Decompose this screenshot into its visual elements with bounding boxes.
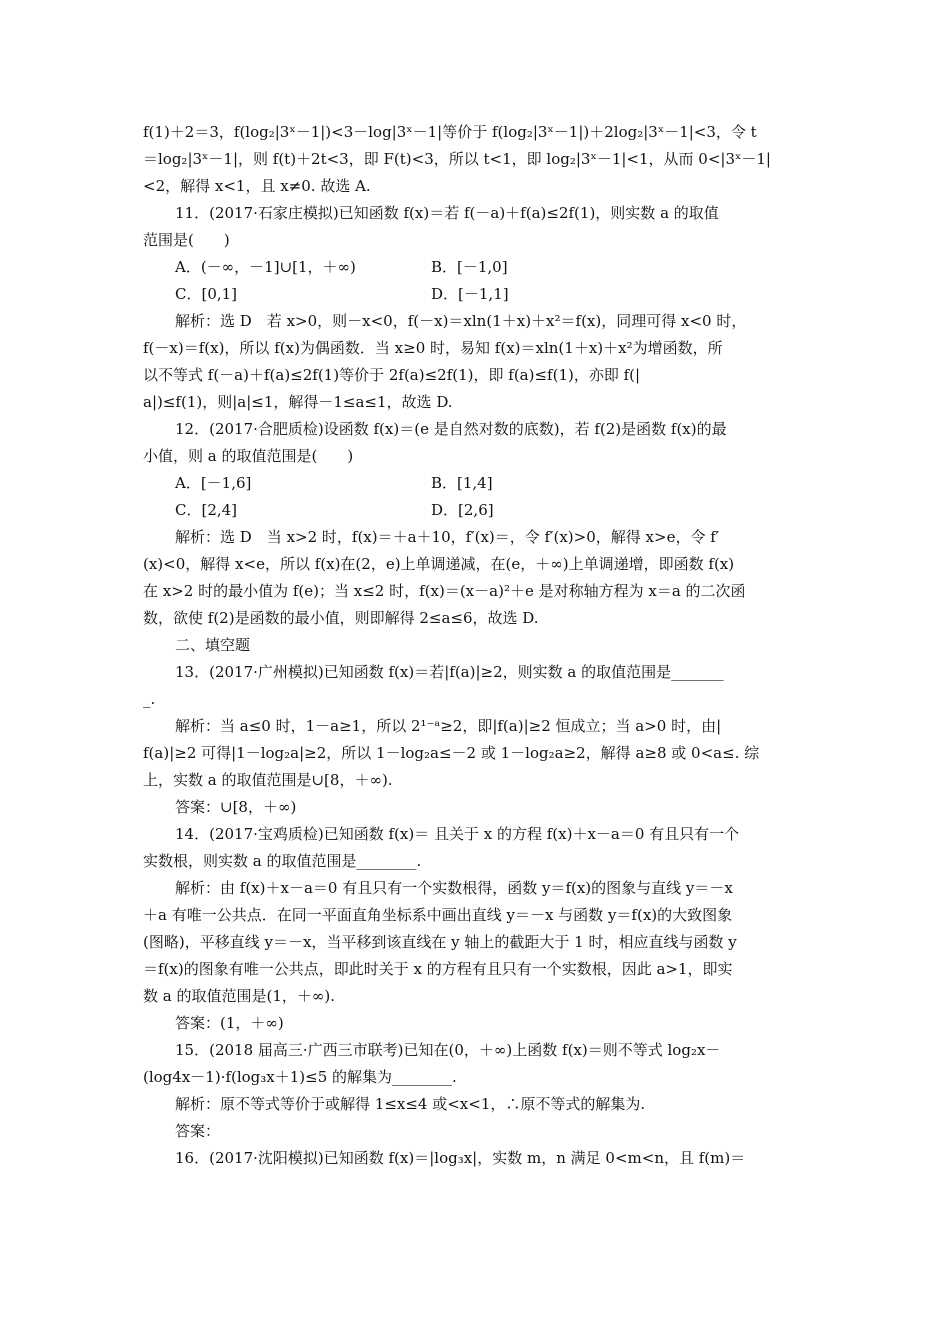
question-11 xyxy=(143,200,809,416)
question-stem: 15．(2018 届高三·广西三市联考)已知在(0，＋∞)上函数 f(x)＝则不等式 log₂x－ xyxy=(175,1041,721,1059)
document-content xyxy=(143,119,809,1172)
section-heading: 二、填空题 xyxy=(175,636,251,654)
solution-line: 数 a 的取值范围是(1，＋∞). xyxy=(143,987,335,1005)
options-row xyxy=(143,281,809,308)
option-c: C．[2,4] xyxy=(175,501,238,519)
solution-line: 解析：选 D 若 x>0，则－x<0，f(－x)＝xln(1＋x)＋x²＝f(x)，同理可得 x<0 时， xyxy=(175,312,747,330)
option-a: A．[－1,6] xyxy=(175,474,252,492)
question-stem: 实数根，则实数 a 的取值范围是________. xyxy=(143,852,422,870)
solution-line: ＝f(x)的图象有唯一公共点，即此时关于 x 的方程有且只有一个实数根，因此 a>1，即实 xyxy=(143,960,733,978)
solution-line: 上，实数 a 的取值范围是∪[8，＋∞). xyxy=(143,771,393,789)
text-line: <2，解得 x<1，且 x≠0. 故选 A. xyxy=(143,177,371,195)
question-stem: 范围是( ) xyxy=(143,231,230,249)
solution-line: 在 x>2 时的最小值为 f(e)；当 x≤2 时，f(x)＝(x－a)²＋e 是对称轴方程为 x＝a 的二次函 xyxy=(143,582,746,600)
solution-line: a|)≤f(1)，则|a|≤1，解得－1≤a≤1，故选 D. xyxy=(143,393,453,411)
text-line: f(1)＋2＝3，f(log₂|3ˣ－1|)<3－log|3ˣ－1|等价于 f(log₂|3ˣ－1|)＋2log₂|3ˣ－1|<3，令 t xyxy=(143,123,757,141)
question-stem: _. xyxy=(143,690,156,708)
option-c: C．[0,1] xyxy=(175,285,238,303)
solution-line: 解析：由 f(x)＋x－a＝0 有且只有一个实数根得，函数 y＝f(x)的图象与直线 y＝－x xyxy=(175,879,733,897)
question-stem: 小值，则 a 的取值范围是( ) xyxy=(143,447,354,465)
solution-line: 解析：选 D 当 x>2 时，f(x)＝＋a＋10，f′(x)＝，令 f′(x)>0，解得 x>e，令 f′ xyxy=(175,528,720,546)
question-stem: 13．(2017·广州模拟)已知函数 f(x)＝若|f(a)|≥2，则实数 a 的取值范围是_______ xyxy=(175,663,724,681)
solution-line: f(－x)＝f(x)，所以 f(x)为偶函数．当 x≥0 时，易知 f(x)＝xln(1＋x)＋x²为增函数，所 xyxy=(143,339,723,357)
option-d: D．[2,6] xyxy=(431,501,494,519)
solution-line: (x)<0，解得 x<e，所以 f(x)在(2，e)上单调递减，在(e，＋∞)上单调递增，即函数 f(x) xyxy=(143,555,735,573)
question-stem: 14．(2017·宝鸡质检)已知函数 f(x)＝ 且关于 x 的方程 f(x)＋x－a＝0 有且只有一个 xyxy=(175,825,740,843)
solution-line: 数，欲使 f(2)是函数的最小值，则即解得 2≤a≤6，故选 D. xyxy=(143,609,539,627)
question-stem: 11．(2017·石家庄模拟)已知函数 f(x)＝若 f(－a)＋f(a)≤2f(1)，则实数 a 的取值 xyxy=(175,204,719,222)
answer-line: 答案： xyxy=(175,1122,221,1140)
option-b: B．[1,4] xyxy=(431,474,493,492)
option-a: A．(－∞，－1]∪[1，＋∞) xyxy=(175,258,356,276)
question-stem: 12．(2017·合肥质检)设函数 f(x)＝(e 是自然对数的底数)，若 f(2)是函数 f(x)的最 xyxy=(175,420,727,438)
solution-line: 解析：当 a≤0 时，1－a≥1，所以 2¹⁻ᵃ≥2，即|f(a)|≥2 恒成立；当 a>0 时，由| xyxy=(175,717,722,735)
question-13 xyxy=(143,659,809,821)
option-b: B．[－1,0] xyxy=(431,258,508,276)
problem-10-solution-tail xyxy=(143,119,809,200)
options-row xyxy=(143,254,809,281)
question-stem: (log4x－1)·f(log₃x＋1)≤5 的解集为________. xyxy=(143,1068,457,1086)
solution-line: 解析：原不等式等价于或解得 1≤x≤4 或<x<1，∴原不等式的解集为. xyxy=(175,1095,646,1113)
question-16 xyxy=(143,1145,809,1172)
question-stem: 16．(2017·沈阳模拟)已知函数 f(x)＝|log₃x|，实数 m，n 满足 0<m<n，且 f(m)＝ xyxy=(175,1149,746,1167)
option-d: D．[－1,1] xyxy=(431,285,509,303)
options-row xyxy=(143,497,809,524)
solution-line: (图略)，平移直线 y＝－x，当平移到该直线在 y 轴上的截距大于 1 时，相应直线与函数 y xyxy=(143,933,737,951)
answer-line: 答案：∪[8，＋∞) xyxy=(175,798,297,816)
answer-line: 答案：(1，＋∞) xyxy=(175,1014,284,1032)
question-14 xyxy=(143,821,809,1037)
solution-line: ＋a 有唯一公共点．在同一平面直角坐标系中画出直线 y＝－x 与函数 y＝f(x)的大致图象 xyxy=(143,906,733,924)
question-12 xyxy=(143,416,809,632)
solution-line: f(a)|≥2 可得|1－log₂a|≥2，所以 1－log₂a≤－2 或 1－log₂a≥2，解得 a≥8 或 0<a≤. 综 xyxy=(143,744,760,762)
question-15 xyxy=(143,1037,809,1145)
options-row xyxy=(143,470,809,497)
solution-line: 以不等式 f(－a)＋f(a)≤2f(1)等价于 2f(a)≤2f(1)，即 f(a)≤f(1)，亦即 f(| xyxy=(143,366,641,384)
text-line: ＝log₂|3ˣ－1|，则 f(t)＋2t<3，即 F(t)<3，所以 t<1，即 log₂|3ˣ－1|<1，从而 0<|3ˣ－1| xyxy=(143,150,771,168)
